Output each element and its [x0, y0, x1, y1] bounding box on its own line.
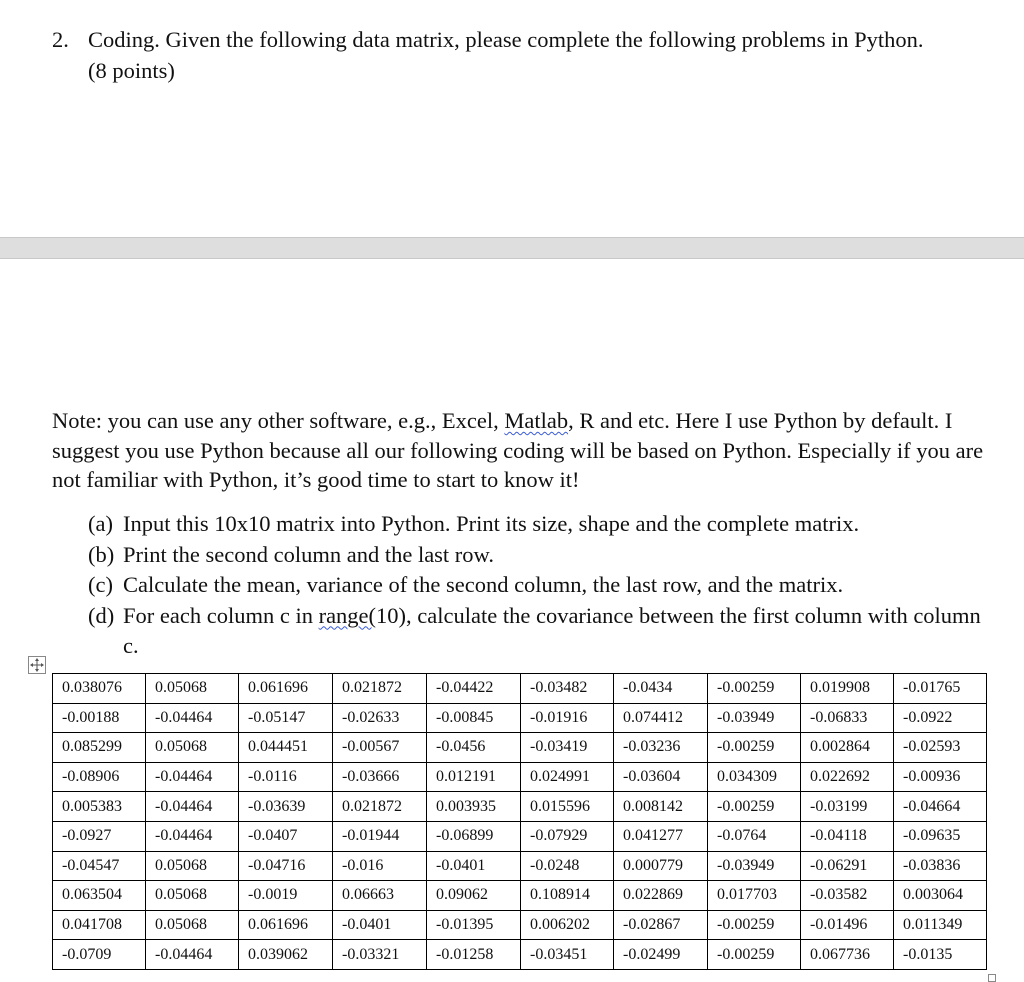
matrix-cell[interactable]: 0.002864 — [801, 733, 894, 763]
matrix-cell[interactable]: -0.0922 — [894, 703, 987, 733]
matrix-cell[interactable]: -0.09635 — [894, 821, 987, 851]
matrix-cell[interactable]: -0.00259 — [708, 940, 801, 970]
matrix-cell[interactable]: -0.00259 — [708, 733, 801, 763]
matrix-cell[interactable]: -0.03666 — [333, 762, 427, 792]
matrix-cell[interactable]: -0.07929 — [521, 821, 614, 851]
matrix-cell[interactable]: -0.05147 — [239, 703, 333, 733]
matrix-cell[interactable]: -0.04118 — [801, 821, 894, 851]
move-arrows-icon — [29, 657, 45, 673]
matrix-cell[interactable]: -0.04422 — [427, 674, 521, 704]
task-text: Calculate the mean, variance of the second column, the last row, and the matrix. — [123, 572, 844, 597]
matrix-cell[interactable]: 0.085299 — [53, 733, 146, 763]
matrix-cell[interactable]: -0.04716 — [239, 851, 333, 881]
table-row — [53, 881, 987, 911]
note-paragraph — [52, 406, 992, 495]
table-row — [53, 792, 987, 822]
matrix-cell[interactable]: -0.03582 — [801, 881, 894, 911]
matrix-cell[interactable]: -0.04547 — [53, 851, 146, 881]
task-item-a — [88, 509, 988, 540]
matrix-cell[interactable]: -0.04464 — [146, 940, 239, 970]
matrix-cell[interactable]: -0.04464 — [146, 792, 239, 822]
task-marker: (b) — [88, 541, 115, 567]
matrix-cell[interactable]: -0.04664 — [894, 792, 987, 822]
matrix-cell[interactable]: 0.017703 — [708, 881, 801, 911]
matrix-cell[interactable]: 0.015596 — [521, 792, 614, 822]
matrix-cell[interactable]: -0.00259 — [708, 674, 801, 704]
data-matrix-table[interactable] — [52, 673, 987, 970]
matrix-cell[interactable]: -0.02633 — [333, 703, 427, 733]
table-resize-handle[interactable] — [988, 974, 996, 982]
task-text: Print the second column and the last row. — [123, 541, 494, 567]
task-text: Input this 10x10 matrix into Python. Print its size, shape and the complete matrix. — [123, 511, 860, 536]
table-row — [53, 703, 987, 733]
matrix-cell[interactable]: -0.0135 — [894, 940, 987, 970]
matrix-cell[interactable]: 0.019908 — [801, 674, 894, 704]
matrix-cell[interactable]: -0.06833 — [801, 703, 894, 733]
matrix-cell[interactable]: 0.09062 — [427, 881, 521, 911]
matrix-cell[interactable]: 0.021872 — [333, 792, 427, 822]
matrix-cell[interactable]: -0.0709 — [53, 940, 146, 970]
document-page-top — [0, 0, 1024, 237]
matrix-cell[interactable]: -0.03949 — [708, 703, 801, 733]
matrix-cell[interactable]: -0.0401 — [333, 910, 427, 940]
matrix-cell[interactable]: 0.074412 — [614, 703, 708, 733]
task-item-c — [88, 570, 988, 601]
matrix-cell[interactable]: 0.06663 — [333, 881, 427, 911]
matrix-cell[interactable]: 0.022869 — [614, 881, 708, 911]
matrix-cell[interactable]: 0.000779 — [614, 851, 708, 881]
matrix-cell[interactable]: 0.003064 — [894, 881, 987, 911]
matrix-cell[interactable]: -0.03236 — [614, 733, 708, 763]
question-title: Coding. Given the following data matrix, please complete the following problems in Python. — [88, 27, 924, 52]
matrix-cell[interactable]: -0.00259 — [708, 910, 801, 940]
task-marker: (c) — [88, 572, 113, 597]
task-item-d — [88, 601, 988, 662]
table-row — [53, 733, 987, 763]
matrix-cell[interactable]: -0.0248 — [521, 851, 614, 881]
matrix-cell[interactable]: -0.01496 — [801, 910, 894, 940]
matrix-cell[interactable]: 0.039062 — [239, 940, 333, 970]
matrix-cell[interactable]: 0.061696 — [239, 674, 333, 704]
matrix-cell[interactable]: -0.03321 — [333, 940, 427, 970]
matrix-cell[interactable]: -0.0434 — [614, 674, 708, 704]
matrix-cell[interactable]: -0.03836 — [894, 851, 987, 881]
matrix-cell[interactable]: 0.041277 — [614, 821, 708, 851]
matrix-cell[interactable]: -0.06291 — [801, 851, 894, 881]
matrix-cell[interactable]: 0.022692 — [801, 762, 894, 792]
matrix-cell[interactable]: -0.03451 — [521, 940, 614, 970]
matrix-cell[interactable]: -0.02593 — [894, 733, 987, 763]
task-text-after: 10), calculate the covariance between the first column with column c. — [123, 602, 981, 658]
matrix-cell[interactable]: -0.06899 — [427, 821, 521, 851]
task-text-before: For each column c in — [123, 602, 319, 628]
note-text-2: , R and etc. Here I use Python by default. I suggest you use Python because all our following coding will be based on Python. Especially if you are not familiar with Python, it’s good time to start to know it! — [52, 408, 984, 492]
matrix-cell[interactable]: 0.005383 — [53, 792, 146, 822]
note-text-1: Note: you can use any other software, e.g., Excel, — [52, 408, 505, 433]
question-number: 2. — [52, 27, 69, 52]
matrix-cell[interactable]: 0.061696 — [239, 910, 333, 940]
matrix-cell[interactable]: -0.0401 — [427, 851, 521, 881]
matrix-cell[interactable]: -0.02867 — [614, 910, 708, 940]
matrix-cell[interactable]: -0.0456 — [427, 733, 521, 763]
table-row — [53, 762, 987, 792]
page-break — [0, 237, 1024, 259]
matrix-cell[interactable]: 0.108914 — [521, 881, 614, 911]
matrix-cell[interactable]: 0.05068 — [146, 674, 239, 704]
table-row — [53, 821, 987, 851]
matrix-cell[interactable]: -0.01944 — [333, 821, 427, 851]
question-points: (8 points) — [88, 58, 175, 83]
spellcheck-word-range[interactable]: range( — [318, 602, 377, 628]
matrix-cell[interactable]: -0.0019 — [239, 881, 333, 911]
matrix-cell[interactable]: -0.04464 — [146, 703, 239, 733]
question-heading — [52, 24, 1002, 86]
matrix-cell[interactable]: -0.00936 — [894, 762, 987, 792]
matrix-cell[interactable]: 0.05068 — [146, 881, 239, 911]
matrix-cell[interactable]: -0.03604 — [614, 762, 708, 792]
matrix-cell[interactable]: -0.0407 — [239, 821, 333, 851]
matrix-cell[interactable]: -0.08906 — [53, 762, 146, 792]
matrix-cell[interactable]: -0.02499 — [614, 940, 708, 970]
task-text — [123, 601, 988, 662]
matrix-cell[interactable]: 0.063504 — [53, 881, 146, 911]
matrix-cell[interactable]: -0.03949 — [708, 851, 801, 881]
matrix-cell[interactable]: 0.034309 — [708, 762, 801, 792]
matrix-cell[interactable]: -0.0764 — [708, 821, 801, 851]
task-marker: (a) — [88, 511, 113, 536]
matrix-cell[interactable]: 0.024991 — [521, 762, 614, 792]
matrix-cell[interactable]: -0.01258 — [427, 940, 521, 970]
table-move-handle[interactable] — [28, 656, 46, 674]
matrix-cell[interactable]: -0.0116 — [239, 762, 333, 792]
matrix-cell[interactable]: -0.03639 — [239, 792, 333, 822]
matrix-cell[interactable]: -0.00845 — [427, 703, 521, 733]
matrix-cell[interactable]: 0.011349 — [894, 910, 987, 940]
spellcheck-word-matlab[interactable]: Matlab — [504, 408, 569, 433]
task-item-b — [88, 540, 988, 571]
matrix-cell[interactable]: 0.067736 — [801, 940, 894, 970]
matrix-cell[interactable]: 0.021872 — [333, 674, 427, 704]
question-line-1 — [52, 24, 1002, 55]
matrix-cell[interactable]: -0.00567 — [333, 733, 427, 763]
table-row — [53, 851, 987, 881]
matrix-cell[interactable]: -0.01916 — [521, 703, 614, 733]
matrix-cell[interactable]: 0.012191 — [427, 762, 521, 792]
matrix-cell[interactable]: 0.008142 — [614, 792, 708, 822]
matrix-cell[interactable]: -0.016 — [333, 851, 427, 881]
task-marker: (d) — [88, 602, 115, 628]
matrix-cell[interactable]: 0.044451 — [239, 733, 333, 763]
matrix-cell[interactable]: -0.0927 — [53, 821, 146, 851]
matrix-cell[interactable]: -0.03199 — [801, 792, 894, 822]
matrix-cell[interactable]: -0.00259 — [708, 792, 801, 822]
task-list — [88, 509, 988, 662]
matrix-cell[interactable]: 0.05068 — [146, 733, 239, 763]
matrix-cell[interactable]: 0.006202 — [521, 910, 614, 940]
table-row — [53, 940, 987, 970]
matrix-cell[interactable]: -0.01395 — [427, 910, 521, 940]
matrix-cell[interactable]: -0.03419 — [521, 733, 614, 763]
matrix-cell[interactable]: 0.041708 — [53, 910, 146, 940]
matrix-cell[interactable]: 0.038076 — [53, 674, 146, 704]
matrix-cell[interactable]: -0.03482 — [521, 674, 614, 704]
matrix-cell[interactable]: -0.04464 — [146, 821, 239, 851]
matrix-cell[interactable]: -0.04464 — [146, 762, 239, 792]
matrix-cell[interactable]: -0.01765 — [894, 674, 987, 704]
matrix-cell[interactable]: 0.003935 — [427, 792, 521, 822]
table-row — [53, 674, 987, 704]
table-row — [53, 910, 987, 940]
matrix-cell[interactable]: -0.00188 — [53, 703, 146, 733]
matrix-cell[interactable]: 0.05068 — [146, 851, 239, 881]
matrix-cell[interactable]: 0.05068 — [146, 910, 239, 940]
